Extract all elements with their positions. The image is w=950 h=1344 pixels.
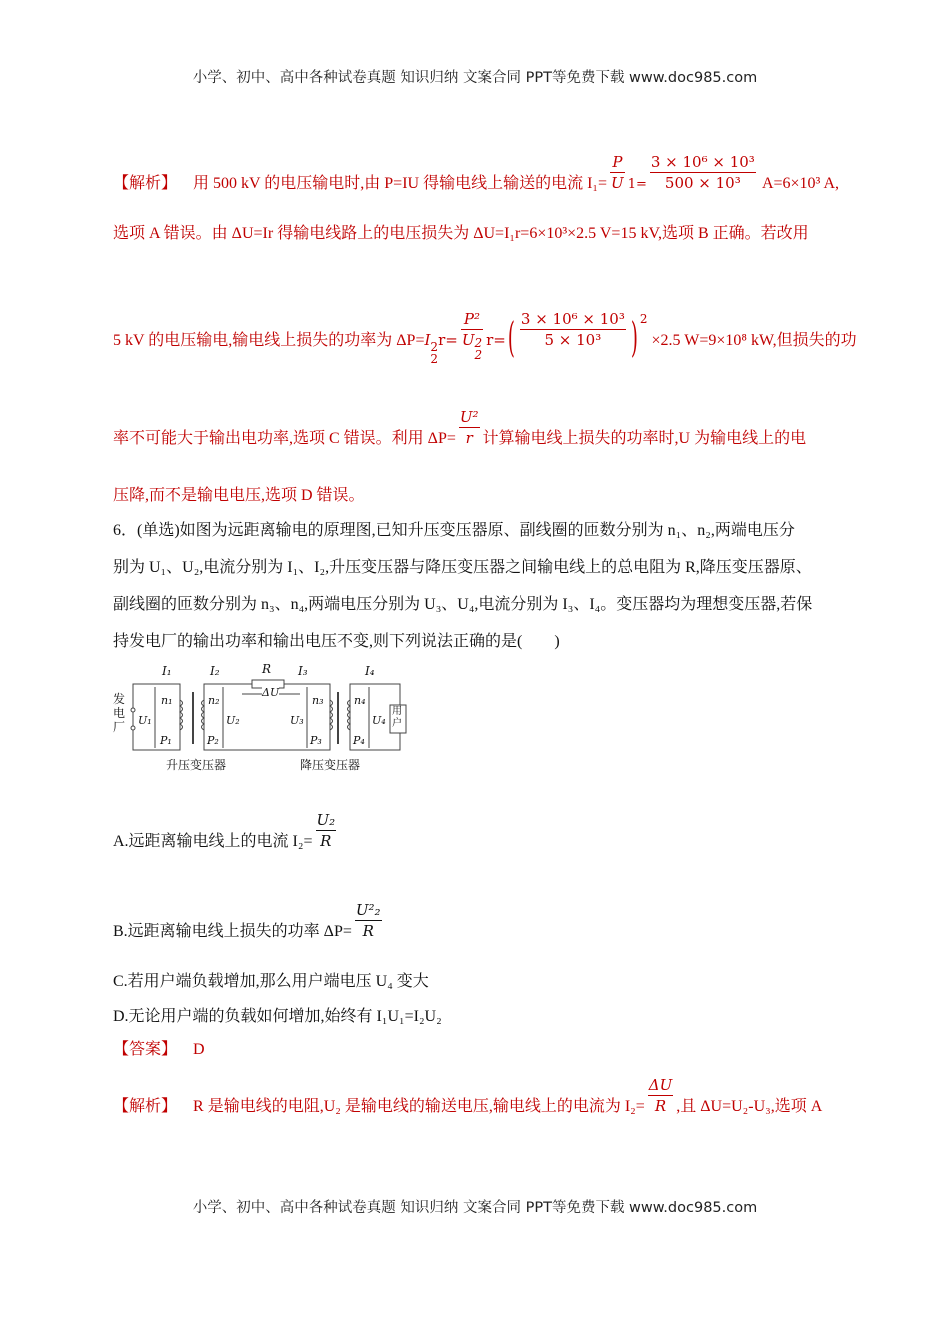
label-P2: P₂ <box>207 734 219 747</box>
answer <box>113 1040 205 1060</box>
frac-num: P² <box>463 310 481 328</box>
option-d: D.无论用户端的负载如何增加,始终有 I₁U₁=I₂U₂ <box>113 1008 442 1025</box>
label-U4: U₄ <box>372 714 386 727</box>
sub: 2 <box>474 348 483 362</box>
text: r= <box>486 331 506 349</box>
analysis-tag: 【解析】 <box>113 175 178 192</box>
frac-num: U² <box>459 408 479 426</box>
frac-num: 3 × 10⁶ × 10³ <box>650 153 755 171</box>
paren-right: ) <box>630 314 638 363</box>
text: 率不可能大于输出电功率,选项 C 错误。利用 ΔP= <box>113 430 456 447</box>
option-c: C.若用户端负载增加,那么用户端电压 U₄ 变大 <box>113 973 429 990</box>
frac-den: r <box>459 427 480 448</box>
fraction-u2-over-r <box>459 407 480 448</box>
label-I3: I₃ <box>298 664 308 678</box>
label-n2: n₂ <box>208 694 220 707</box>
formula: I <box>424 331 431 349</box>
sub: 2 <box>430 352 439 366</box>
analysis-1-line-5: 压降,而不是输电电压,选项 D 错误。 <box>113 487 365 504</box>
option-a <box>113 811 339 852</box>
sup-sub <box>430 341 438 365</box>
question-line: 别为 U₁、U₂,电流分别为 I₁、I₂,升压变压器与降压变压器之间输电线上的总电阻为 R,降压变压器原、 <box>113 559 812 576</box>
step-down-label: 降压变压器 <box>300 758 361 772</box>
label-R: R <box>262 662 272 676</box>
power-plant-label: 发电厂 <box>113 692 126 734</box>
step-up-label: 升压变压器 <box>166 758 227 772</box>
sup-sub <box>474 337 482 361</box>
answer-value: D <box>193 1041 205 1058</box>
option-b <box>113 901 385 942</box>
frac-den: R <box>648 1095 673 1116</box>
sup: 2 <box>474 336 483 350</box>
label-I2: I₂ <box>210 664 220 678</box>
frac-den: 500 × 10³ <box>650 172 756 193</box>
text: ×2.5 W=9×10⁸ kW,但损失的功 <box>651 332 857 349</box>
frac-den-base: U <box>461 331 475 349</box>
sup: 2 <box>639 312 648 326</box>
question-line: 副线圈的匝数分别为 n₃、n₄,两端电压分别为 U₃、U₄,电流分别为 I₃、I₄。变压器均为理想变压器,若保 <box>113 596 813 613</box>
frac-den: R <box>316 830 337 851</box>
question-line: 持发电厂的输出功率和输出电压不变,则下列说法正确的是( ) <box>113 633 560 650</box>
frac-num: 3 × 10⁶ × 10³ <box>520 310 625 328</box>
text: ,且 ΔU=U₂-U₃,选项 A <box>676 1098 823 1115</box>
user-label: 用户 <box>392 706 402 729</box>
label-dU: ΔU <box>262 686 280 699</box>
question-line: 6．(单选)如图为远距离输电的原理图,已知升压变压器原、副线圈的匝数分别为 n₁、n₂,两端电压分 <box>113 522 795 539</box>
frac-sub: 1= <box>627 177 647 192</box>
frac-den: U <box>611 174 624 192</box>
fraction-p2-over-u2 <box>461 309 483 361</box>
frac-den <box>461 329 483 361</box>
fraction-du-over-r <box>648 1075 673 1116</box>
analysis-1-line-3 <box>113 310 857 366</box>
option-b-text: B.远距离输电线上损失的功率 ΔP= <box>113 923 352 940</box>
label-U2: U₂ <box>226 714 240 727</box>
text: r= <box>438 331 458 349</box>
text: 5 kV 的电压输电,输电线上损失的功率为 ΔP= <box>113 332 425 349</box>
fraction-p-over-u1 <box>610 152 625 193</box>
analysis-1-line-4 <box>113 408 807 449</box>
frac-num: U₂ <box>316 811 336 829</box>
analysis-1-line-2: 选项 A 错误。由 ΔU=Ir 得输电线路上的电压损失为 ΔU=I₁r=6×10³×2.5 V=15 kV,选项 B 正确。若改用 <box>113 225 809 242</box>
frac-den: 5 × 10³ <box>520 329 626 350</box>
frac-den: R <box>355 920 382 941</box>
label-P3: P₃ <box>310 734 322 747</box>
sup: 2 <box>430 340 439 354</box>
label-U3: U₃ <box>290 714 304 727</box>
answer-tag: 【答案】 <box>113 1041 178 1058</box>
frac-num: U²₂ <box>355 901 381 919</box>
fraction-u2sq-over-r <box>355 900 382 941</box>
page-footer: 小学、初中、高中各种试卷真题 知识归纳 文案合同 PPT等免费下载 www.doc985.com <box>192 1200 758 1216</box>
analysis-tag: 【解析】 <box>113 1098 178 1115</box>
label-n4: n₄ <box>354 694 366 707</box>
circuit-diagram <box>110 660 410 775</box>
option-a-text: A.远距离输电线上的电流 I₂= <box>113 833 313 850</box>
analysis-2-line <box>113 1076 823 1117</box>
label-n3: n₃ <box>312 694 324 707</box>
paren-left: ( <box>507 314 515 363</box>
analysis-1-line-1 <box>113 153 840 195</box>
fraction-u2-over-r <box>316 810 337 851</box>
text: R 是输电线的电阻,U₂ 是输电线的输送电压,输电线上的电流为 I₂= <box>193 1098 645 1115</box>
label-I4: I₄ <box>365 664 375 678</box>
text: 计算输电线上损失的功率时,U 为输电线上的电 <box>482 430 807 447</box>
text: A=6×10³ A, <box>761 175 840 192</box>
label-P4: P₄ <box>353 734 365 747</box>
frac-num: P <box>612 153 623 171</box>
fraction-current <box>650 152 756 193</box>
text: 用 500 kV 的电压输电时,由 P=IU 得输电线上输送的电流 I₁= <box>193 175 608 192</box>
label-U1: U₁ <box>138 714 152 727</box>
page-header: 小学、初中、高中各种试卷真题 知识归纳 文案合同 PPT等免费下载 www.doc985.com <box>192 70 758 86</box>
fraction-ratio <box>520 309 626 350</box>
label-n1: n₁ <box>161 694 173 707</box>
label-P1: P₁ <box>160 734 172 747</box>
label-I1: I₁ <box>162 664 172 678</box>
frac-num: ΔU <box>648 1076 673 1094</box>
